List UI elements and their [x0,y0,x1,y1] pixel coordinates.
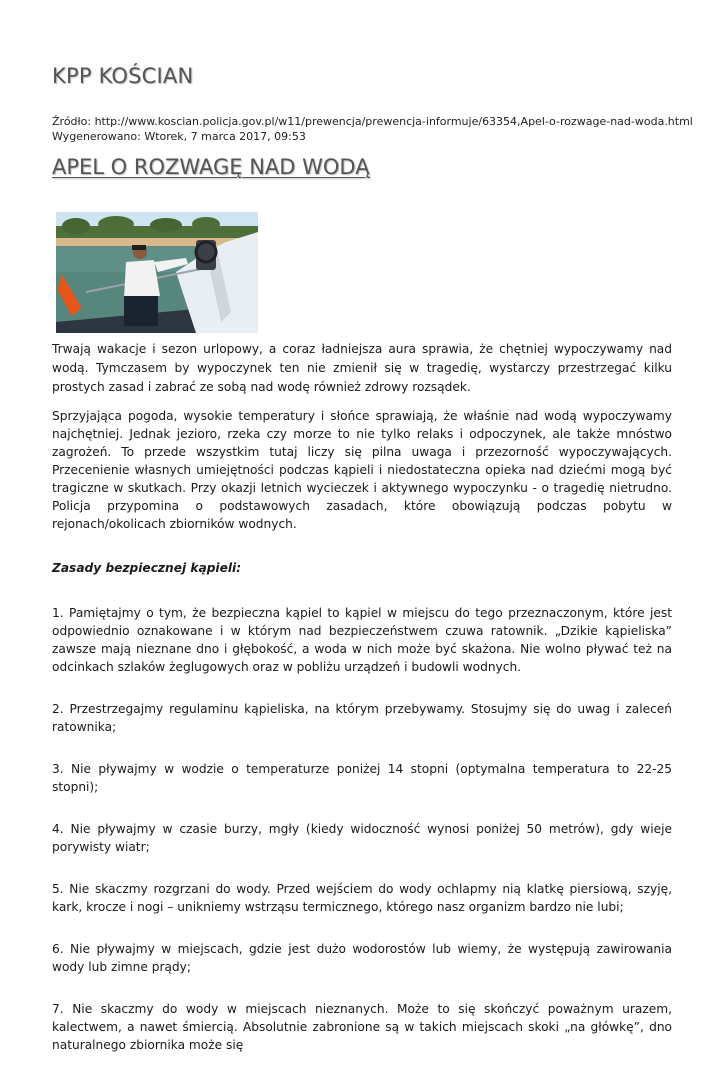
article-title: APEL O ROZWAGĘ NAD WODĄ [52,155,370,179]
rules-heading: Zasady bezpiecznej kąpieli: [52,561,242,575]
rule-item-5: 5. Nie skaczmy rozgrzani do wody. Przed wejściem do wody ochlapmy nią klatkę piersiową, szyję, kark, krocze i nogi – unikniemy wstrząsu termicznego, którego nasz organizm bardzo nie lubi; [52,882,672,914]
rule-item-2: 2. Przestrzegajmy regulaminu kąpieliska, na którym przebywamy. Stosujmy się do uwag i zaleceń ratownika; [52,702,672,734]
site-title: KPP KOŚCIAN [52,64,194,88]
article-body [52,340,672,1078]
rule-item-4: 4. Nie pływajmy w czasie burzy, mgły (kiedy widoczność wynosi poniżej 50 metrów), gdy wieje porywisty wiatr; [52,822,672,854]
body-paragraph: Sprzyjająca pogoda, wysokie temperatury i słońce sprawiają, że właśnie nad wodą wypoczywamy najchętniej. Jednak jezioro, rzeka czy morze to nie tylko relaks i odpoczynek, ale także mnóstwo zagrożeń. To przede wszystkim tutaj liczy się pilna uwaga i przezorność wypoczywających. Przecenienie własnych umiejętności podczas kąpieli i niedostateczna opieka nad dziećmi mogą być tragiczne w skutkach. Przy okazji letnich wycieczek i aktywnego wypoczynku - o tragedię nietrudno. Policja przypomina o podstawowych zasadach, które obowiązują podczas pobytu w rejonach/okolicach zbiorników wodnych. [52,409,672,531]
rule-item-7: 7. Nie skaczmy do wody w miejscach nieznanych. Może to się skończyć poważnym urazem, kalectwem, a nawet śmiercią. Absolutnie zabronione są w takich miejscach skoki „na główkę”, dno naturalnego zbiornika może się [52,1002,672,1052]
rule-item-6: 6. Nie pływajmy w miejscach, gdzie jest dużo wodorostów lub wiemy, że występują zawirowania wody lub zimne prądy; [52,942,672,974]
article-photo [56,212,258,333]
rule-item-1: 1. Pamiętajmy o tym, że bezpieczna kąpiel to kąpiel w miejscu do tego przeznaczonym, które jest odpowiednio oznakowane i w którym nad bezpieczeństwem czuwa ratownik. „Dzikie kąpieliska” zawsze mają nieznane dno i głębokość, a woda w nich może być skażona. Nie wolno pływać też na odcinkach szlaków żeglugowych oraz w pobliżu urządzeń i budowli wodnych. [52,606,672,674]
generated-line: Wygenerowano: Wtorek, 7 marca 2017, 09:53 [52,130,306,143]
police-boat-photo [56,212,258,333]
document-meta [52,114,693,144]
intro-paragraph: Trwają wakacje i sezon urlopowy, a coraz ładniejsza aura sprawia, że chętniej wypoczywamy nad wodą. Tymczasem by wypoczynek ten nie zmienił się w tragedię, wystarczy przestrzegać kilku prostych zasad i zabrać ze sobą nad wodę również zdrowy rozsądek. [52,342,672,394]
source-line: Źródło: http://www.koscian.policja.gov.pl/w11/prewencja/prewencja-informuje/63354,Apel-o-rozwage-nad-woda.html [52,115,693,128]
rule-item-3: 3. Nie pływajmy w wodzie o temperaturze poniżej 14 stopni (optymalna temperatura to 22-25 stopni); [52,762,672,794]
